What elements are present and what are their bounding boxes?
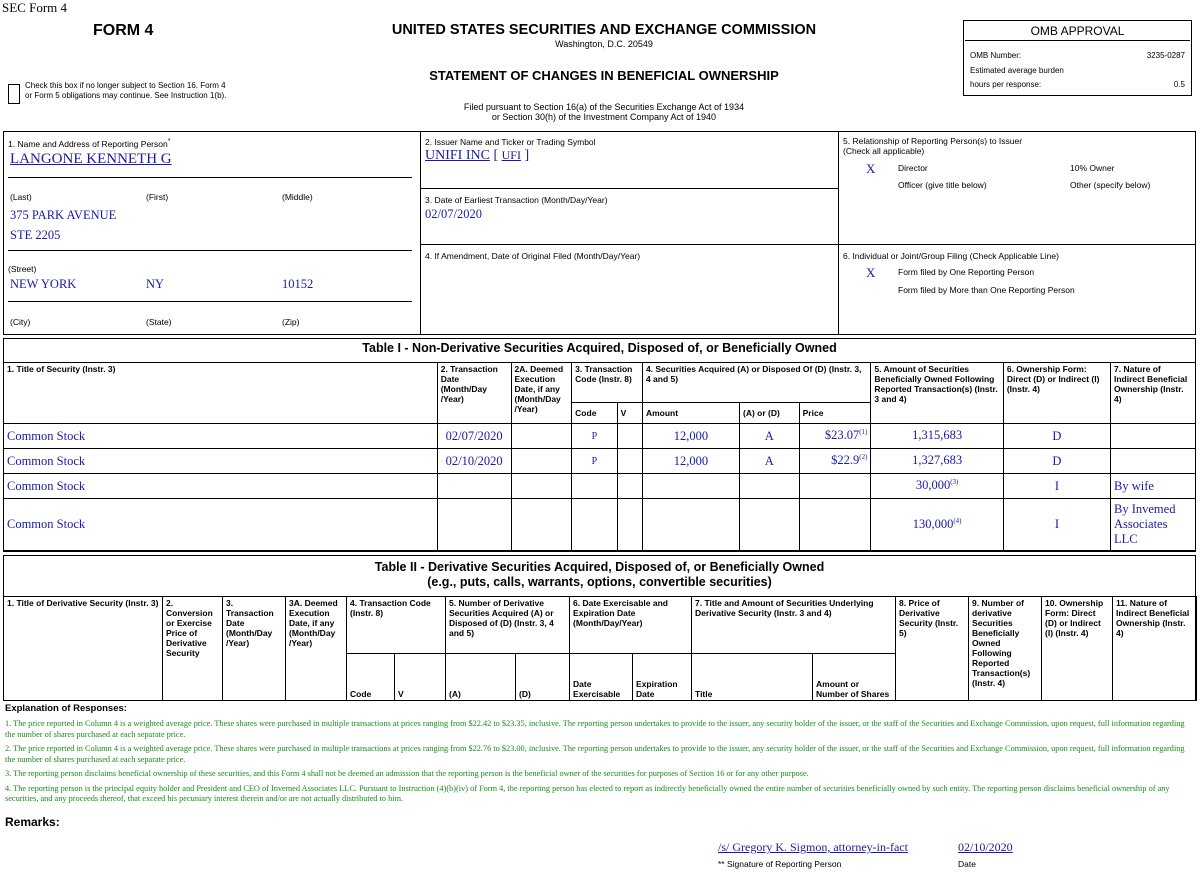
filed-pursuant-1: Filed pursuant to Section 16(a) of the Securities Exchange Act of 1934: [463, 102, 745, 112]
footnote-2: 2. The price reported in Column 4 is a weighted average price. These shares were purchased in multiple transactions at prices ranging from $22.76 to $23.00, inclusive. The reporting person undertakes to provide to the issuer, any security holder of the issuer, or the staff of the Securities and Exchange Commission, upon request, full information regarding the number of shares purchased at each separate price.: [5, 744, 1185, 764]
t1-cell-code: P: [572, 449, 617, 474]
table-row: [4, 424, 1196, 449]
other-label: Other (specify below): [1070, 180, 1151, 190]
more-persons-label: Form filed by More than One Reporting Person: [898, 285, 1075, 295]
remarks-heading: Remarks:: [5, 815, 60, 829]
signature-date-label: Date: [958, 859, 976, 869]
one-person-label: Form filed by One Reporting Person: [898, 267, 1035, 277]
t1-cell-price: $23.07$^{(1)}$: [799, 424, 871, 449]
t2-subheader-a: (A): [446, 654, 516, 701]
street-label: (Street): [8, 264, 37, 274]
t1-subheader-v: V: [617, 403, 642, 424]
t1-header-securities: 4. Securities Acquired (A) or Disposed Of (D) (Instr. 3, 4 and 5): [642, 363, 870, 403]
director-check[interactable]: X: [866, 161, 876, 176]
t1-cell-date: 02/10/2020: [437, 449, 511, 474]
footnote-1: 1. The price reported in Column 4 is a weighted average price. These shares were purchased in multiple transactions at prices ranging from $22.42 to $23.35, inclusive. The reporting person undertakes to provide to the issuer, any security holder of the issuer, or the staff of the Securities and Exchange Commission, upon request, full information regarding the number of shares purchased at each separate price.: [5, 719, 1185, 739]
t1-cell-v: [617, 499, 642, 551]
footnote-4: 4. The reporting person is the principal equity holder and President and CEO of Invemed Associates LLC. Pursuant to Instruction (4)(b)(iv) of Form 4, the reporting person has elected to report as indirectly beneficially owned the entire number of securities beneficially owned by such entity. The reporting person disclaims beneficial ownership of any securities, and any proceeds thereof, that exceed his pecuniary interest therein and/or are not actually distributed to him.: [5, 783, 1170, 803]
t2-header-date: 3. Transaction Date (Month/Day /Year): [223, 597, 286, 701]
table-2: [3, 596, 1197, 701]
t1-cell-ad: [739, 474, 799, 499]
t1-cell-ad: A: [739, 449, 799, 474]
t1-cell-code: P: [572, 424, 617, 449]
t2-subheader-expiration: Expiration Date: [633, 654, 692, 701]
state-label: (State): [146, 317, 172, 327]
relationship-sublabel: (Check all applicable): [843, 146, 925, 156]
t1-cell-form: I: [1003, 499, 1110, 551]
table-2-title: Table II - Derivative Securities Acquired, Disposed of, or Beneficially Owned (e.g., puts, calls, warrants, options, convertible securities): [374, 560, 825, 589]
t1-cell-date: [437, 499, 511, 551]
omb-approval-box: [963, 20, 1192, 96]
t2-subheader-d: (D): [516, 654, 570, 701]
issuer-name-link[interactable]: UNIFI INC: [425, 148, 490, 163]
t1-header-form: 6. Ownership Form: Direct (D) or Indirect (I) (Instr. 4): [1003, 363, 1110, 424]
t1-cell-form: I: [1003, 474, 1110, 499]
one-person-check[interactable]: X: [866, 265, 876, 280]
zip-value: 10152: [282, 277, 314, 291]
director-label: Director: [898, 163, 928, 173]
t2-header-price: 8. Price of Derivative Security (Instr. 5): [896, 597, 969, 701]
agency-title: UNITED STATES SECURITIES AND EXCHANGE COMMISSION: [391, 22, 817, 38]
reporting-person-label: 1. Name and Address of Reporting Person*: [8, 138, 171, 149]
t1-cell-price: [799, 499, 871, 551]
t1-cell-nature: [1111, 449, 1196, 474]
t2-header-conversion: 2. Conversion or Exercise Price of Derivative Security: [163, 597, 223, 701]
t2-subheader-code: Code: [347, 654, 395, 701]
earliest-date-label: 3. Date of Earliest Transaction (Month/Day/Year): [425, 195, 608, 205]
signature-label: ** Signature of Reporting Person: [718, 859, 842, 869]
t1-cell-title: Common Stock: [4, 499, 438, 551]
table-1: [3, 362, 1196, 551]
last-label: (Last): [10, 192, 32, 202]
reporting-person-name-link[interactable]: LANGONE KENNETH G: [10, 151, 172, 167]
middle-label: (Middle): [282, 192, 313, 202]
t2-header-deemed: 3A. Deemed Execution Date, if any (Month/Day /Year): [286, 597, 347, 701]
t2-header-underlying: 7. Title and Amount of Securities Underlying Derivative Security (Instr. 3 and 4): [692, 597, 896, 654]
t1-cell-amount: 12,000: [642, 449, 739, 474]
t2-header-title: 1. Title of Derivative Security (Instr. 3): [4, 597, 163, 701]
filed-pursuant-2: or Section 30(h) of the Investment Company Act of 1940: [491, 112, 717, 122]
t1-subheader-code: Code: [572, 403, 617, 424]
t1-cell-amount: [642, 499, 739, 551]
t1-cell-deemed: [511, 449, 572, 474]
t2-subheader-title: Title: [692, 654, 813, 701]
t1-cell-price: $22.9$^{(2)}$: [799, 449, 871, 474]
t1-cell-owned: 1,315,683: [871, 424, 1003, 449]
t1-cell-ad: [739, 499, 799, 551]
table-row: [4, 499, 1196, 551]
t1-cell-owned: 130,000$^{(4)}$: [871, 499, 1003, 551]
table-row: [4, 474, 1196, 499]
city-label: (City): [10, 317, 31, 327]
issuer-name-ticker: UNIFI INC [ UFI ]: [425, 148, 530, 163]
t1-cell-ad: A: [739, 424, 799, 449]
t1-cell-title: Common Stock: [4, 449, 438, 474]
table-1-title: Table I - Non-Derivative Securities Acquired, Disposed of, or Beneficially Owned: [362, 341, 837, 355]
form-title: FORM 4: [93, 22, 154, 39]
footnote-3: 3. The reporting person disclaims beneficial ownership of these securities, and this Form 4 shall not be deemed an admission that the reporting person is the beneficial owner of the securities for purposes of Section 16 or for any other purpose.: [5, 769, 809, 778]
zip-label: (Zip): [282, 317, 300, 327]
signature-link[interactable]: /s/ Gregory K. Sigmon, attorney-in-fact: [718, 840, 908, 854]
t1-cell-nature: By wife: [1111, 474, 1196, 499]
ticker-link[interactable]: UFI: [501, 148, 521, 162]
t1-cell-deemed: [511, 499, 572, 551]
t1-cell-date: [437, 474, 511, 499]
ten-percent-owner-label: 10% Owner: [1070, 163, 1115, 173]
t1-cell-v: [617, 474, 642, 499]
omb-hours-label: hours per response:: [970, 80, 1042, 89]
t2-header-form: 10. Ownership Form: Direct (D) or Indirect (I) (Instr. 4): [1042, 597, 1113, 701]
t1-cell-title: Common Stock: [4, 474, 438, 499]
t1-cell-code: [572, 499, 617, 551]
t1-cell-code: [572, 474, 617, 499]
state-value: NY: [146, 277, 165, 291]
t1-header-title: 1. Title of Security (Instr. 3): [4, 363, 438, 424]
t2-header-number: 5. Number of Derivative Securities Acquired (A) or Disposed of (D) (Instr. 3, 4 and 5): [446, 597, 570, 654]
earliest-date-value: 02/07/2020: [425, 207, 482, 221]
checkbox-text: Check this box if no longer subject to Section 16. Form 4 or Form 5 obligations may continue. See Instruction 1(b).: [25, 81, 227, 100]
t1-cell-deemed: [511, 424, 572, 449]
t1-cell-amount: [642, 474, 739, 499]
table-row: [4, 449, 1196, 474]
t2-header-code: 4. Transaction Code (Instr. 8): [347, 597, 446, 654]
address-line-1: 375 PARK AVENUE: [10, 208, 117, 222]
t1-cell-v: [617, 449, 642, 474]
officer-label: Officer (give title below): [898, 180, 987, 190]
t1-subheader-amount: Amount: [642, 403, 739, 424]
t1-cell-form: D: [1003, 424, 1110, 449]
first-label: (First): [146, 192, 169, 202]
t1-cell-title: Common Stock: [4, 424, 438, 449]
city-value: NEW YORK: [10, 277, 77, 291]
no-longer-subject-checkbox[interactable]: [8, 84, 20, 104]
t1-cell-nature: By Invemed Associates LLC: [1111, 499, 1196, 551]
t2-header-owned: 9. Number of derivative Securities Beneficially Owned Following Reported Transaction(s) (Instr. 4): [969, 597, 1042, 701]
t1-cell-price: [799, 474, 871, 499]
t2-subheader-amount: Amount or Number of Shares: [813, 654, 896, 701]
t2-subheader-v: V: [395, 654, 446, 701]
filing-label: 6. Individual or Joint/Group Filing (Check Applicable Line): [843, 251, 1059, 261]
t1-header-code: 3. Transaction Code (Instr. 8): [572, 363, 643, 403]
t1-cell-date: 02/07/2020: [437, 424, 511, 449]
t1-subheader-ad: (A) or (D): [739, 403, 799, 424]
t2-subheader-date-exercisable: Date Exercisable: [570, 654, 633, 701]
t1-header-nature: 7. Nature of Indirect Beneficial Ownership (Instr. 4): [1111, 363, 1196, 424]
t1-header-deemed: 2A. Deemed Execution Date, if any (Month/Day /Year): [511, 363, 572, 424]
t2-header-nature: 11. Nature of Indirect Beneficial Ownership (Instr. 4): [1113, 597, 1197, 701]
t1-header-date: 2. Transaction Date (Month/Day /Year): [437, 363, 511, 424]
omb-number-value: 3235-0287: [1146, 51, 1185, 60]
t1-cell-v: [617, 424, 642, 449]
signature-date-link[interactable]: 02/10/2020: [958, 840, 1013, 854]
omb-burden-label: Estimated average burden: [970, 66, 1064, 75]
explanation-notes: [5, 719, 1190, 805]
t1-cell-owned: 1,327,683: [871, 449, 1003, 474]
amendment-label: 4. If Amendment, Date of Original Filed (Month/Day/Year): [425, 251, 641, 261]
reporting-info-grid: [3, 131, 1196, 335]
statement-title: STATEMENT OF CHANGES IN BENEFICIAL OWNERSHIP: [429, 68, 779, 83]
t1-cell-deemed: [511, 474, 572, 499]
relationship-label: 5. Relationship of Reporting Person(s) to Issuer: [843, 136, 1023, 146]
t1-subheader-price: Price: [799, 403, 871, 424]
omb-hours-value: 0.5: [1173, 80, 1185, 89]
t2-header-exercisable: 6. Date Exercisable and Expiration Date (Month/Day/Year): [570, 597, 692, 654]
t1-cell-amount: 12,000: [642, 424, 739, 449]
issuer-label: 2. Issuer Name and Ticker or Trading Symbol: [425, 137, 596, 147]
omb-number-label: OMB Number:: [970, 51, 1022, 60]
sec-form-label: SEC Form 4: [2, 0, 68, 15]
t1-cell-nature: [1111, 424, 1196, 449]
t1-cell-owned: 30,000$^{(3)}$: [871, 474, 1003, 499]
omb-title: OMB APPROVAL: [965, 22, 1190, 41]
explanation-heading: Explanation of Responses:: [5, 703, 127, 714]
t1-header-owned: 5. Amount of Securities Beneficially Owned Following Reported Transaction(s) (Instr. 3 and 4): [871, 363, 1003, 424]
address-line-2: STE 2205: [10, 228, 61, 242]
agency-location: Washington, D.C. 20549: [555, 39, 653, 49]
t1-cell-form: D: [1003, 449, 1110, 474]
